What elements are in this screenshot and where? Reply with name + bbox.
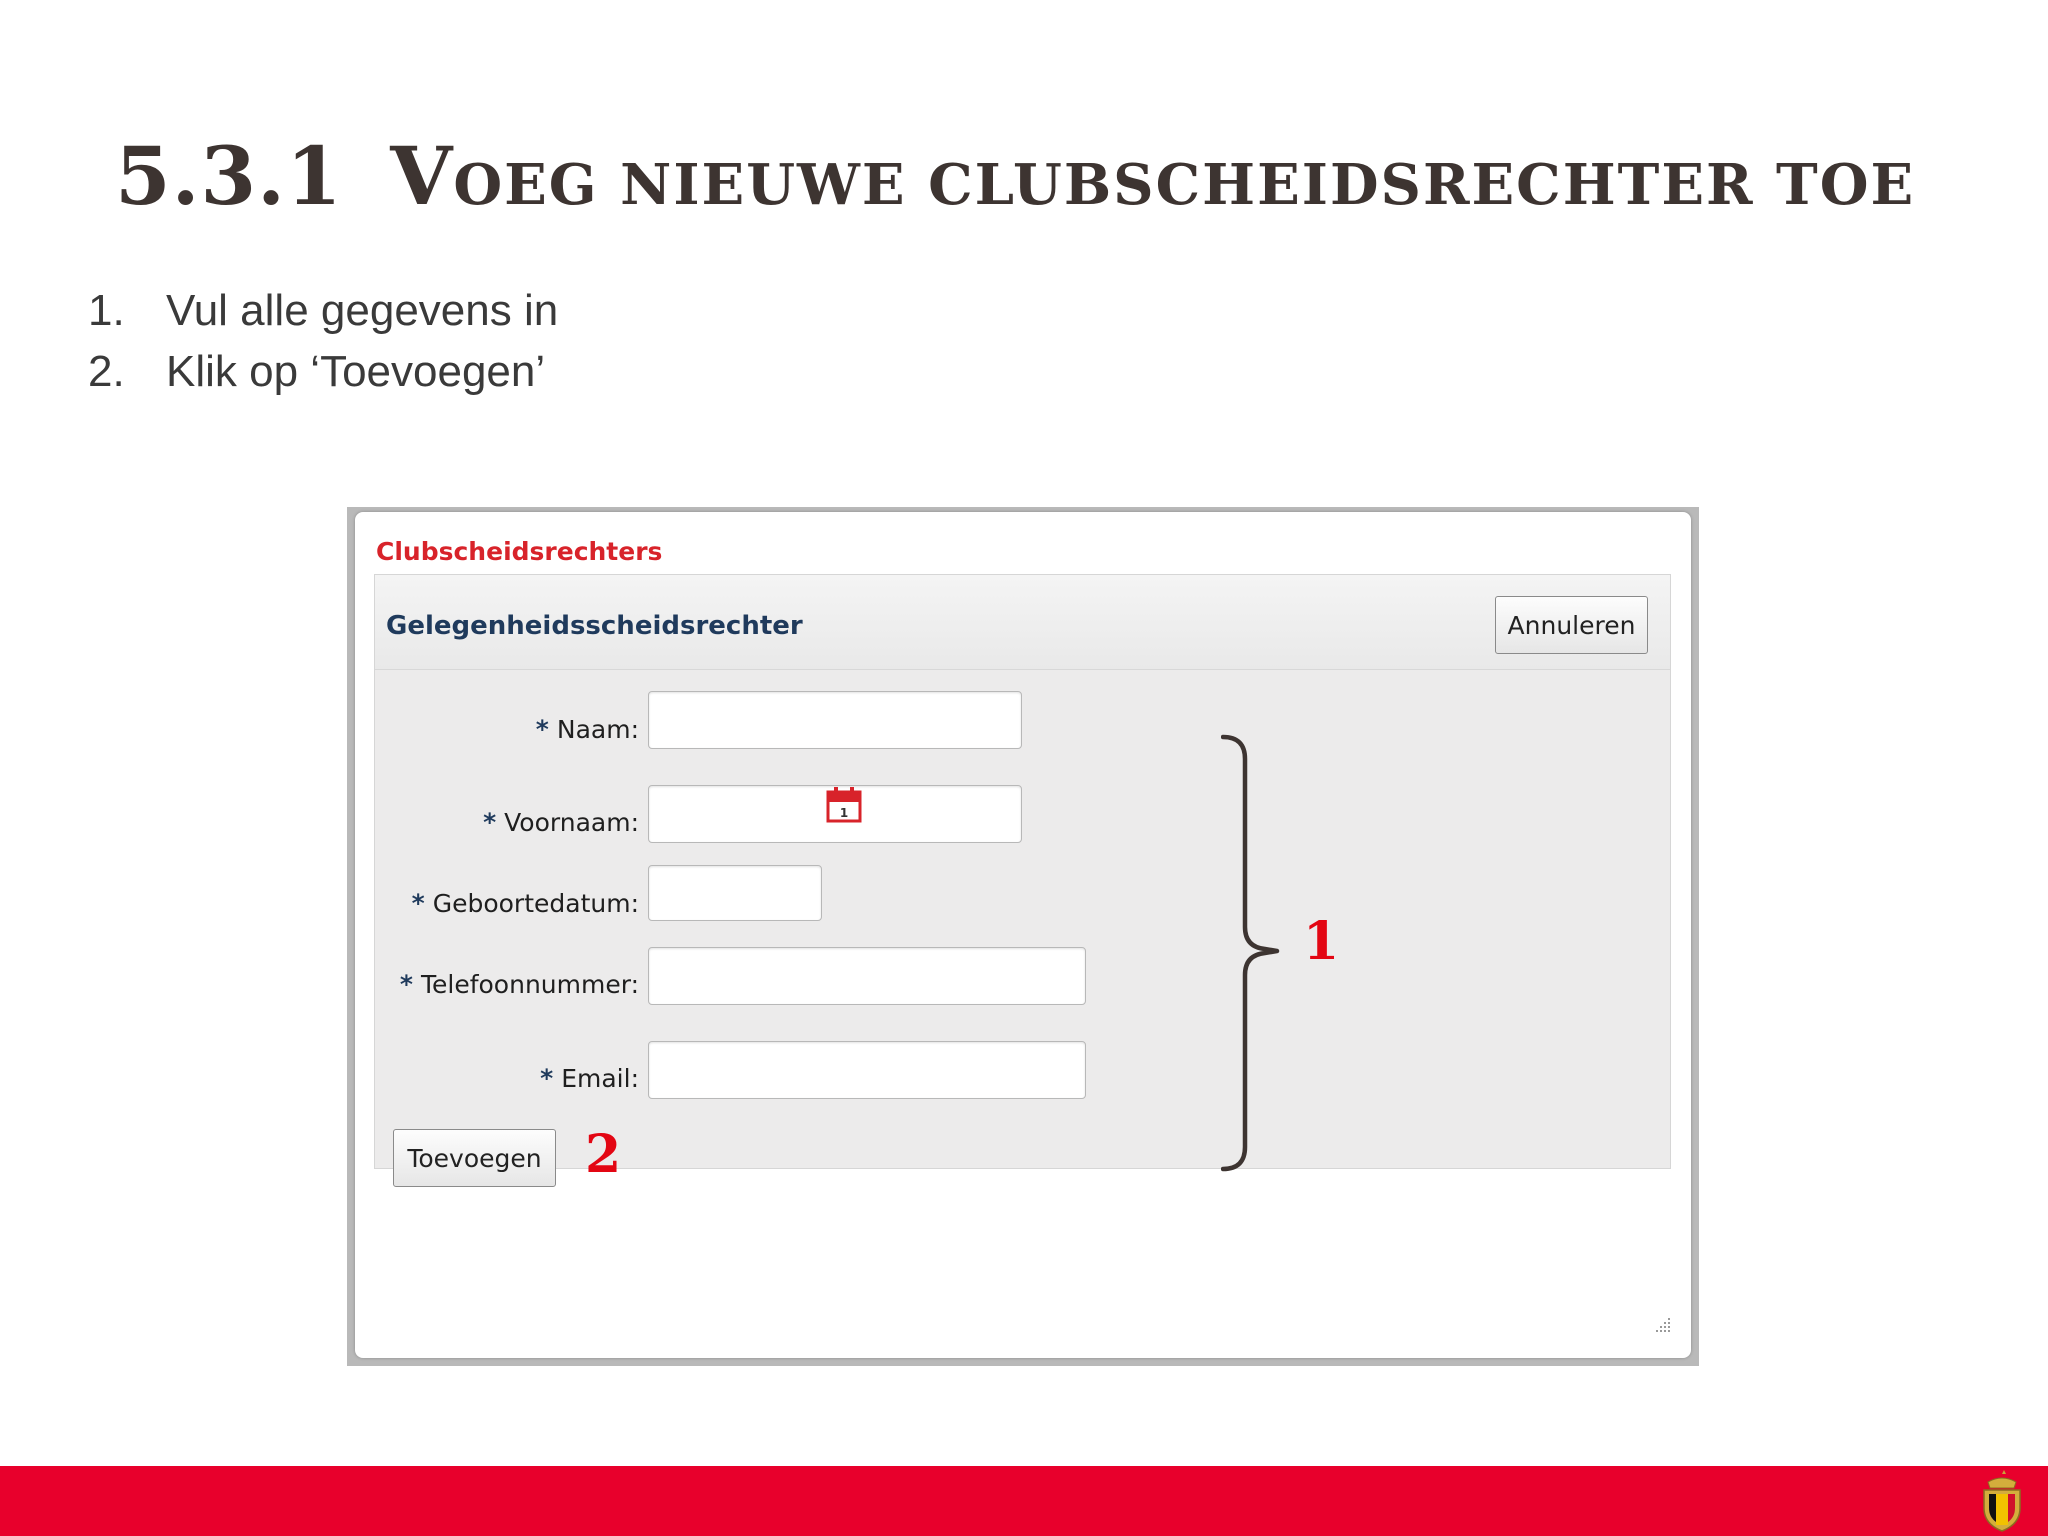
footer-bar bbox=[0, 1466, 2048, 1536]
required-marker: * bbox=[540, 1064, 554, 1093]
annotation-number-1: 1 bbox=[1303, 911, 1340, 972]
cancel-button[interactable]: Annuleren bbox=[1495, 596, 1648, 654]
panel-header bbox=[375, 575, 1670, 670]
federation-crest-icon bbox=[1974, 1468, 2030, 1534]
geboortedatum-input[interactable] bbox=[648, 865, 822, 921]
naam-label-text: Naam: bbox=[556, 715, 639, 744]
naam-input[interactable] bbox=[648, 691, 1022, 749]
telefoonnummer-input[interactable] bbox=[648, 947, 1086, 1005]
naam-label bbox=[536, 715, 639, 744]
list-item bbox=[88, 280, 558, 341]
slide-title bbox=[115, 129, 1916, 223]
referee-form-panel bbox=[374, 574, 1671, 1185]
resize-grip-icon[interactable] bbox=[1653, 1315, 1671, 1333]
calendar-day: 1 bbox=[839, 806, 849, 820]
title-rest: OEG NIEUWE CLUBSCHEIDSRECHTER TOE bbox=[453, 152, 1916, 218]
title-initial: V bbox=[390, 129, 454, 223]
telefoonnummer-label-text: Telefoonnummer: bbox=[420, 970, 639, 999]
annotation-number-2: 2 bbox=[585, 1124, 622, 1185]
required-marker: * bbox=[535, 715, 549, 744]
step-number: 1. bbox=[88, 286, 125, 335]
brace-annotation bbox=[1221, 733, 1281, 1173]
panel-title: Gelegenheidsscheidsrechter bbox=[386, 611, 803, 641]
email-label bbox=[540, 1064, 639, 1093]
step-number: 2. bbox=[88, 347, 125, 396]
telefoonnummer-label bbox=[400, 970, 639, 999]
geboortedatum-label bbox=[412, 889, 639, 918]
list-item bbox=[88, 341, 558, 402]
step-text: Vul alle gegevens in bbox=[166, 286, 559, 335]
screenshot-frame bbox=[347, 507, 1699, 1366]
geboortedatum-label-text: Geboortedatum: bbox=[432, 889, 639, 918]
required-marker: * bbox=[411, 889, 425, 918]
step-text: Klik op ‘Toevoegen’ bbox=[166, 347, 546, 396]
email-label-text: Email: bbox=[561, 1064, 639, 1093]
required-marker: * bbox=[399, 970, 413, 999]
referee-dialog bbox=[355, 512, 1691, 1358]
voornaam-label-text: Voornaam: bbox=[504, 808, 639, 837]
instruction-list bbox=[88, 280, 558, 402]
voornaam-label bbox=[483, 808, 639, 837]
calendar-icon[interactable] bbox=[825, 786, 863, 823]
dialog-title: Clubscheidsrechters bbox=[376, 537, 663, 566]
add-button[interactable]: Toevoegen bbox=[393, 1129, 556, 1187]
title-number: 5.3.1 bbox=[115, 129, 343, 223]
required-marker: * bbox=[483, 808, 497, 837]
email-input[interactable] bbox=[648, 1041, 1086, 1099]
